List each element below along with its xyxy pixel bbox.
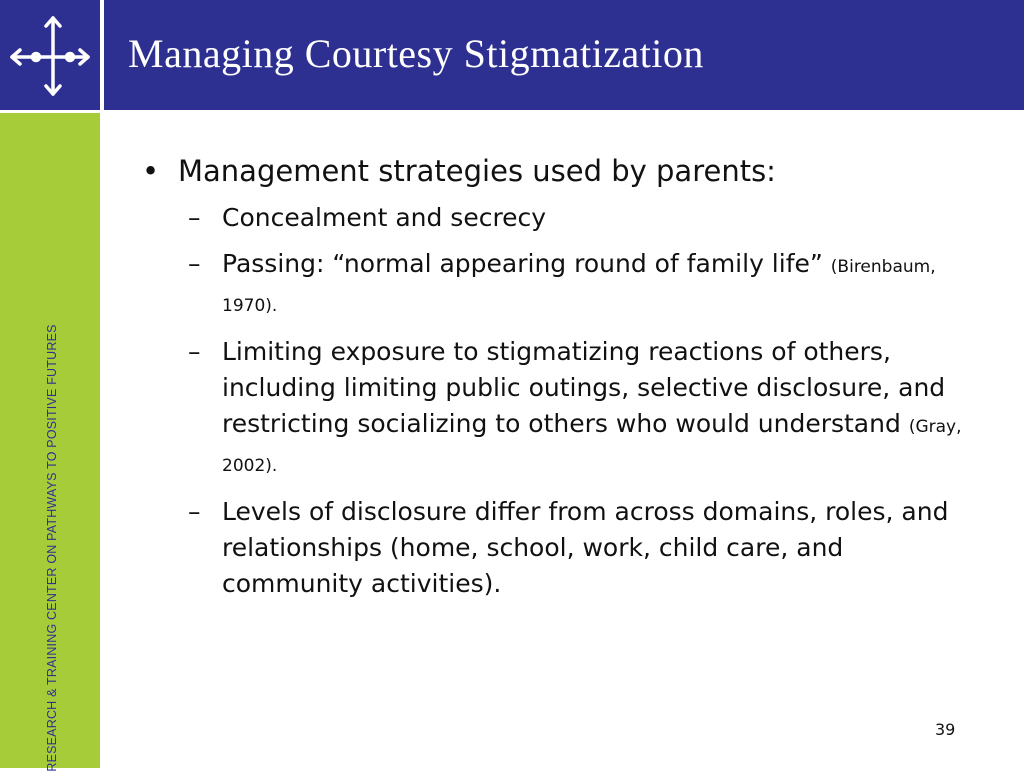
bullet-dot-icon: • <box>142 154 160 188</box>
citation: (Birenbaum, 1970). <box>222 257 936 316</box>
compass-arrows-icon <box>0 0 100 110</box>
dash-icon: – <box>188 337 201 366</box>
sub-item-text: Passing: “normal appearing round of family life” <box>222 249 823 278</box>
sub-item <box>140 334 980 484</box>
citation: (Gray, 2002). <box>222 417 962 476</box>
sidebar-organization-text: RESEARCH & TRAINING CENTER ON PATHWAYS TO POSITIVE FUTURES <box>45 324 59 772</box>
bullet-text: Management strategies used by parents: <box>178 154 776 188</box>
page-number: 39 <box>935 720 956 739</box>
bullet-item <box>140 152 980 190</box>
dash-icon: – <box>188 497 201 526</box>
sub-item <box>140 246 980 324</box>
dash-icon: – <box>188 249 201 278</box>
header-divider <box>100 0 104 768</box>
sidebar <box>0 113 100 772</box>
slide-content <box>140 152 980 612</box>
header-rule <box>0 110 1024 113</box>
dash-icon: – <box>188 203 201 232</box>
logo <box>0 0 100 110</box>
sub-item <box>140 200 980 236</box>
sub-item <box>140 494 980 602</box>
sub-item-text: Limiting exposure to stigmatizing reactions of others, including limiting public outings, selective disclosure, and restricting socializing to others who would understand <box>222 337 946 438</box>
slide-title: Managing Courtesy Stigmatization <box>128 31 704 76</box>
sub-item-text: Levels of disclosure differ from across domains, roles, and relationships (home, school, work, child care, and community activities). <box>222 497 949 598</box>
sub-item-text: Concealment and secrecy <box>222 203 547 232</box>
